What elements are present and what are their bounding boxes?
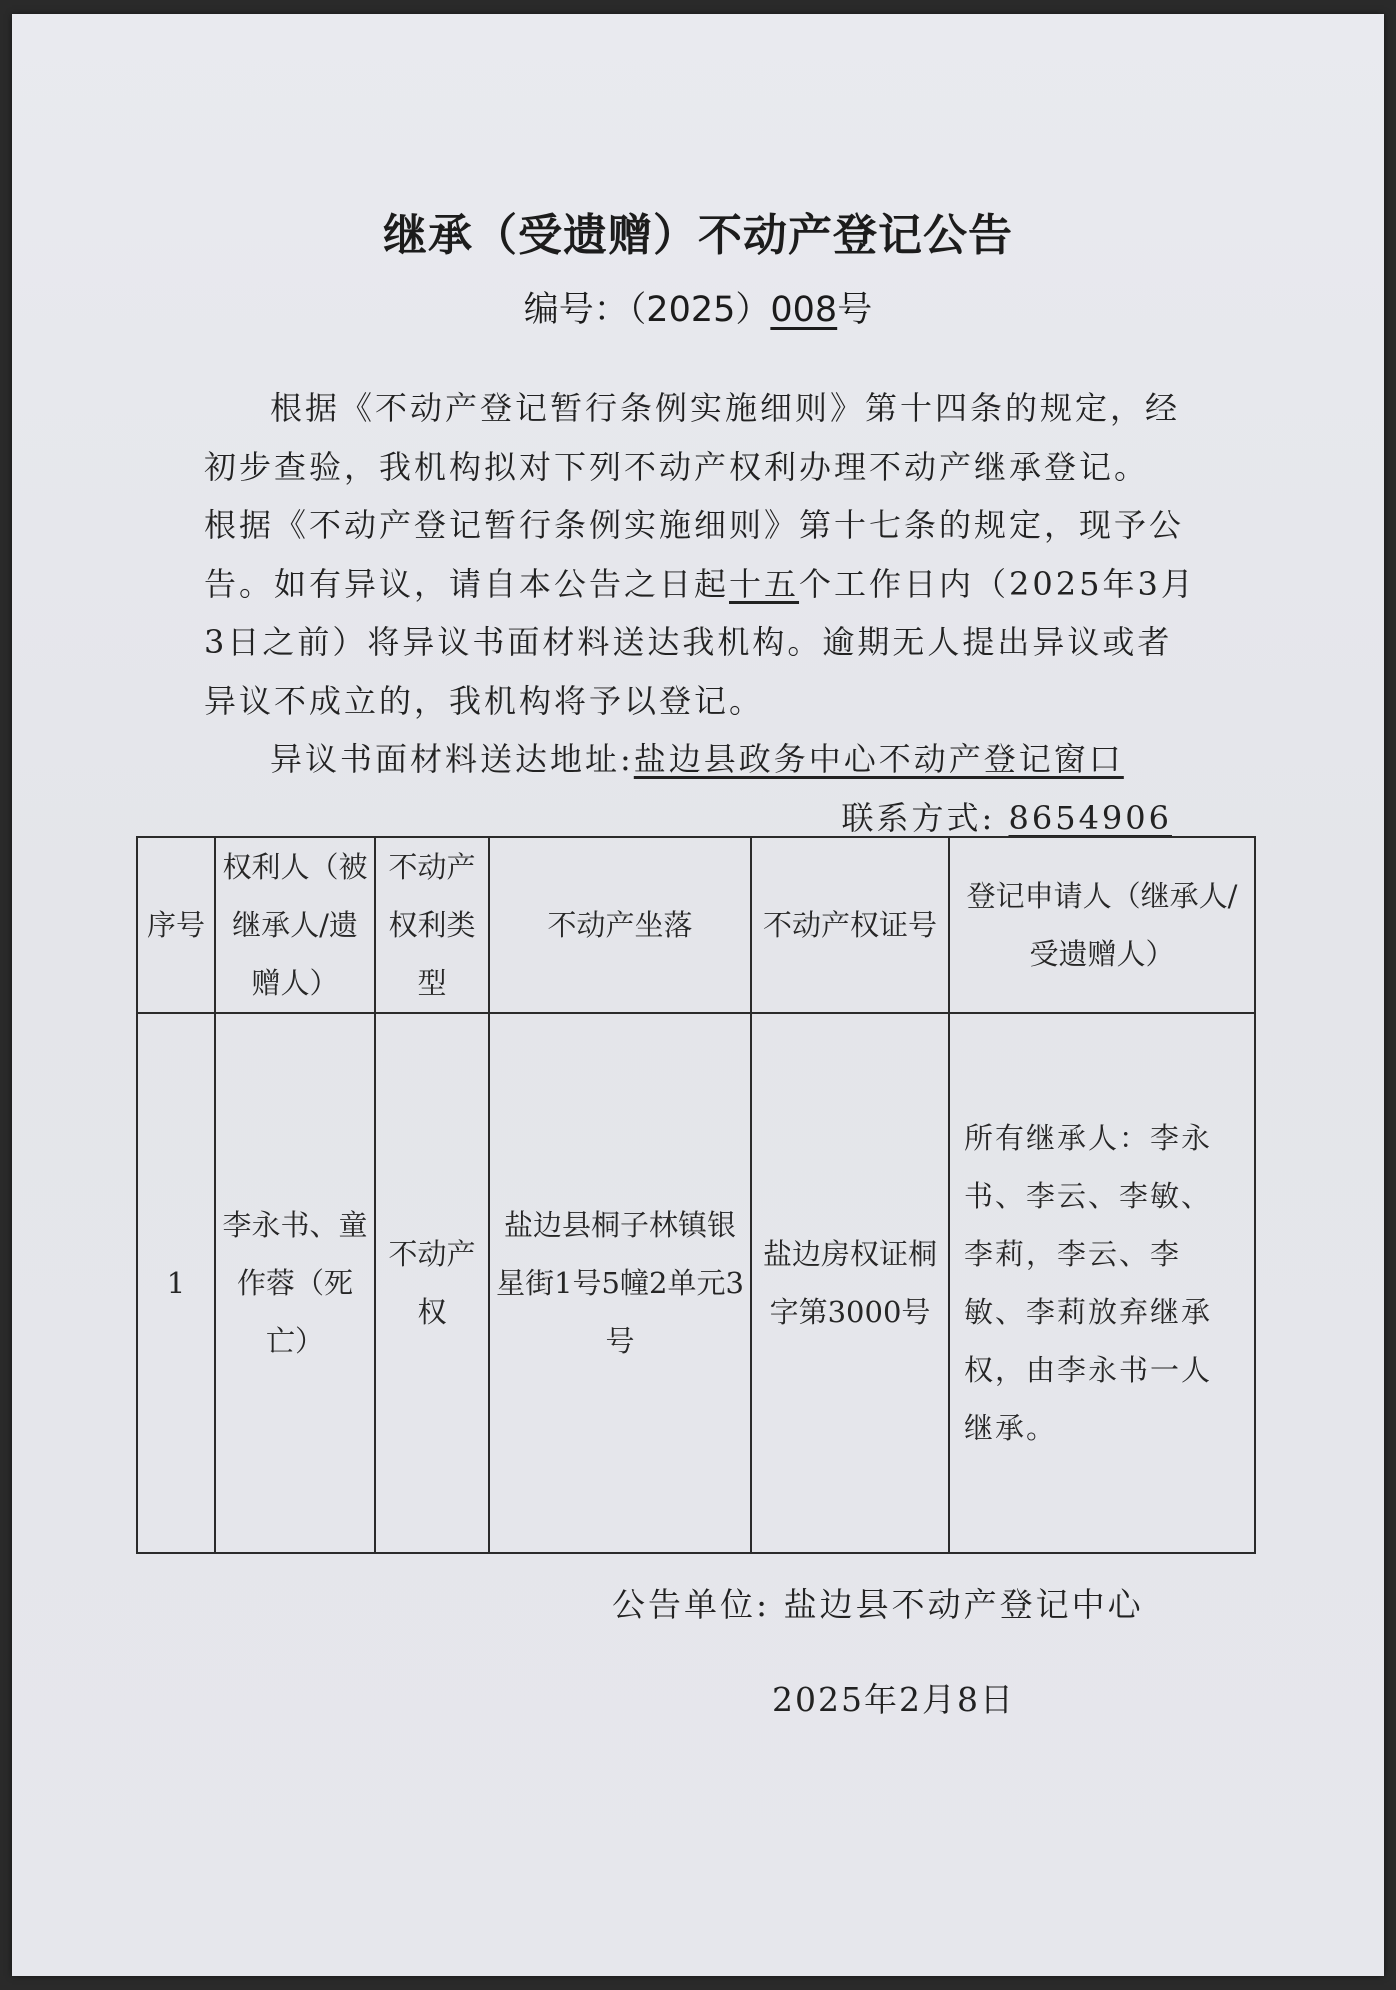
header-seq: 序号	[137, 837, 215, 1013]
cell-right-type: 不动产权	[375, 1013, 489, 1553]
header-cert-no: 不动产权证号	[751, 837, 949, 1013]
notice-body	[204, 379, 1204, 847]
doc-number-value: 008	[770, 290, 838, 330]
doc-number-suffix: 号	[837, 290, 873, 330]
paragraph-legal-basis: 根据《不动产登记暂行条例实施细则》第十四条的规定，经初步查验，我机构拟对下列不动产权利办理不动产继承登记。	[204, 389, 1181, 486]
objection-text-before: 根据《不动产登记暂行条例实施细则》第十七条的规定，现予公告。如有异议，请自本公告之日起	[204, 506, 1185, 603]
cell-applicant: 所有继承人：李永书、李云、李敏、李莉，李云、李敏、李莉放弃继承权，由李永书一人继承。	[949, 1013, 1255, 1553]
notice-title: 继承（受遗赠）不动产登记公告	[383, 210, 1013, 261]
objection-address-label: 异议书面材料送达地址:	[270, 740, 634, 778]
issuing-unit-name: 盐边县不动产登记中心	[783, 1585, 1144, 1624]
header-location: 不动产坐落	[489, 837, 751, 1013]
cell-holder: 李永书、童作蓉（死亡）	[215, 1013, 375, 1553]
paragraph-objection-period	[204, 496, 1204, 730]
contact-label: 联系方式:	[841, 798, 996, 837]
cell-location: 盐边县桐子林镇银星街1号5幢2单元3号	[489, 1013, 751, 1553]
header-holder: 权利人（被继承人/遗赠人）	[215, 837, 375, 1013]
cell-seq: 1	[137, 1013, 215, 1553]
registration-table	[136, 836, 1256, 1554]
doc-number-prefix: 编号：（2025）	[523, 290, 771, 330]
issuing-unit	[612, 1579, 1144, 1626]
issuing-unit-label: 公告单位:	[612, 1585, 771, 1624]
issue-date: 2025年2月8日	[772, 1680, 1015, 1719]
table-row	[137, 1013, 1255, 1553]
table-header-row	[137, 837, 1255, 1013]
objection-days: 十五	[729, 564, 800, 603]
cell-cert-no: 盐边房权证桐字第3000号	[751, 1013, 949, 1553]
notice-paper	[12, 14, 1384, 1976]
document-number	[12, 282, 1384, 332]
header-applicant: 登记申请人（继承人/受遗赠人）	[949, 837, 1255, 1013]
contact-phone: 8654906	[1008, 798, 1172, 837]
objection-address	[204, 730, 1204, 789]
header-right-type: 不动产权利类型	[375, 837, 489, 1013]
objection-address-value: 盐边县政务中心不动产登记窗口	[633, 740, 1124, 778]
objection-text-after: 个工作日内（2025年3月3日之前）将异议书面材料送达我机构。逾期无人提出异议或者异议不成立的，我机构将予以登记。	[204, 564, 1196, 720]
